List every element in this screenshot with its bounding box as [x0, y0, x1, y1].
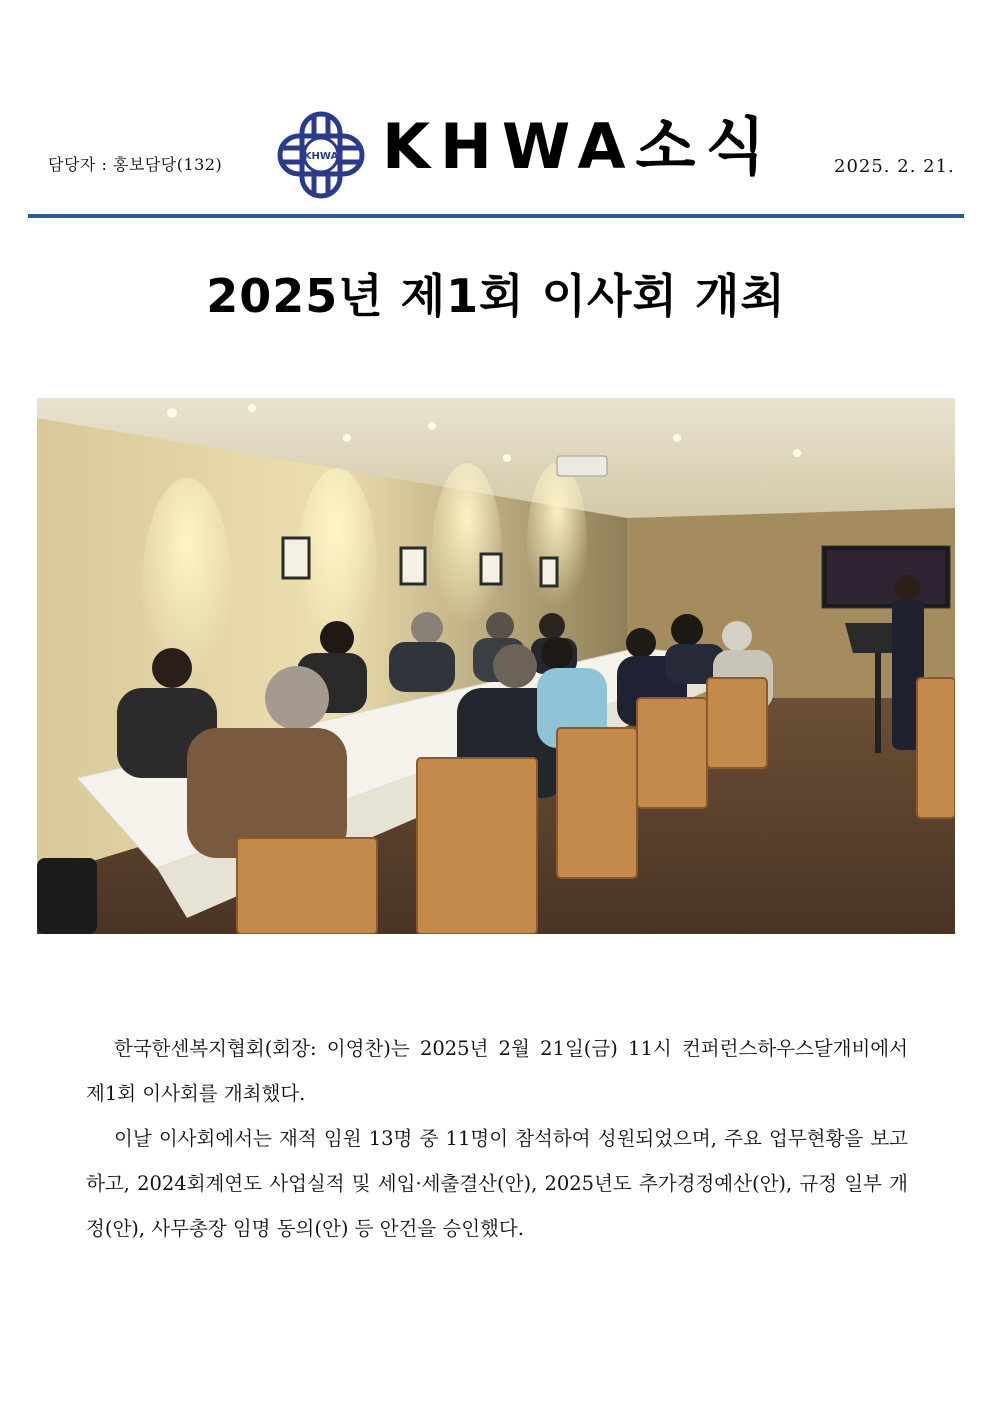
- article-paragraph-1: 한국한센복지협회(회장: 이영찬)는 2025년 2월 21일(금) 11시 컨퍼런스하우스달개비에서 제1회 이사회를 개최했다.: [86, 1037, 908, 1105]
- issue-date: 2025. 2. 21.: [834, 156, 955, 177]
- contact-info: 담당자 : 홍보담당(132): [48, 155, 223, 174]
- article-body: [86, 1026, 908, 1251]
- article-headline: 2025년 제1회 이사회 개최: [206, 269, 786, 323]
- meeting-photo: [37, 398, 955, 934]
- newsletter-title: KHWA소식: [382, 110, 776, 183]
- newsletter-header: [0, 0, 992, 215]
- article-paragraph-2: 이날 이사회에서는 재적 임원 13명 중 11명이 참석하여 성원되었으며, 주요 업무현황을 보고하고, 2024회계연도 사업실적 및 세입·세출결산(안), 2025년도 추가경정예산(안), 규정 일부 개정(안), 사무총장 임명 동의(안) 등 안건을 승인했다.: [86, 1127, 908, 1240]
- header-divider: [28, 214, 964, 218]
- khwa-logo-icon: [276, 110, 366, 200]
- logo-text: KHWA: [303, 151, 339, 162]
